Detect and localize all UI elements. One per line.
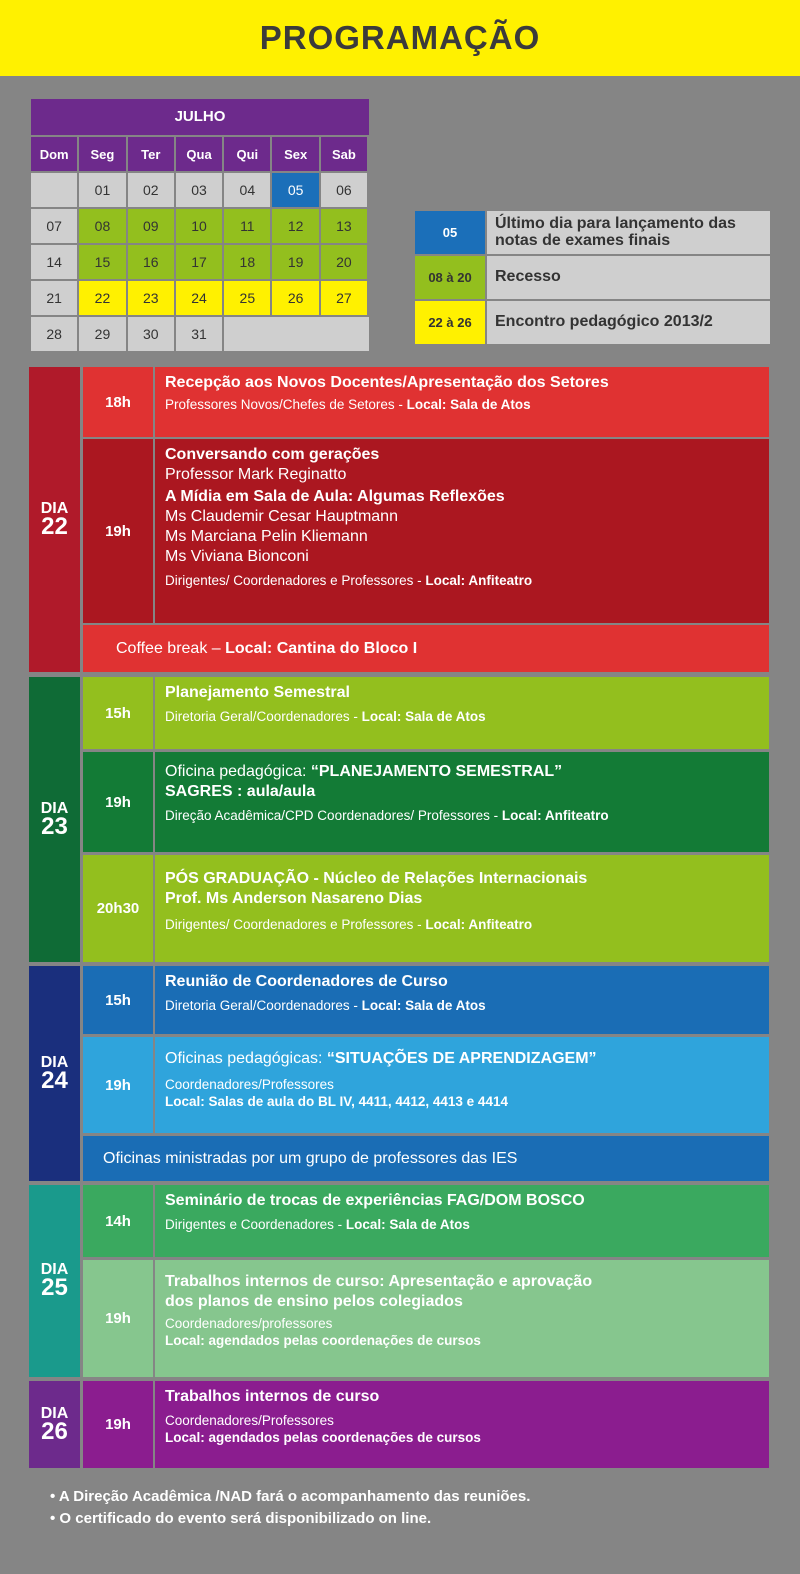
- calendar-day: 19: [272, 245, 318, 279]
- event-participants: [165, 998, 759, 1015]
- speaker-name: Ms Viviana Bionconi: [165, 548, 309, 565]
- event-time: 18h: [83, 367, 153, 437]
- event-local: Local: Anfiteatro: [425, 917, 533, 932]
- note-item: • A Direção Acadêmica /NAD fará o acompanhamento das reuniões.: [50, 1488, 531, 1505]
- calendar-day: 26: [272, 281, 318, 315]
- weekday: Sab: [321, 137, 367, 171]
- event-time: 14h: [83, 1185, 153, 1257]
- event-time: 15h: [83, 677, 153, 749]
- day-label: [29, 1185, 80, 1377]
- event-time: 19h: [83, 1037, 153, 1133]
- weekday: Qua: [176, 137, 222, 171]
- calendar-day: 07: [31, 209, 77, 243]
- calendar-month: JULHO: [31, 99, 369, 135]
- event-title: Prof. Ms Anderson Nasareno Dias: [165, 890, 423, 907]
- day-block-22: [29, 367, 769, 672]
- legend-key: 05: [415, 211, 485, 254]
- header-banner: [0, 0, 800, 76]
- calendar-day: 24: [176, 281, 222, 315]
- event-row: [83, 1260, 769, 1377]
- event-local: Local: Salas de aula do BL IV, 4411, 4412, 4413 e 4414: [165, 1093, 508, 1109]
- event-participants: [165, 808, 759, 825]
- calendar-day: 18: [224, 245, 270, 279]
- day-block-24: [29, 966, 769, 1181]
- event-title: Conversando com gerações: [165, 446, 380, 463]
- event-row: [83, 855, 769, 962]
- event-title: dos planos de ensino pelos colegiados: [165, 1293, 463, 1310]
- event-participants: [165, 397, 759, 414]
- event-details: [155, 1185, 769, 1257]
- calendar-day: 01: [79, 173, 125, 207]
- event-local: Local: agendados pelas coordenações de cursos: [165, 1332, 481, 1348]
- calendar-day: 06: [321, 173, 367, 207]
- event-title: “SITUAÇÕES DE APRENDIZAGEM”: [326, 1050, 597, 1067]
- event-row: [83, 367, 769, 437]
- calendar-empty: [224, 317, 369, 351]
- legend-key: 08 à 20: [415, 256, 485, 299]
- event-local: Local: Cantina do Bloco I: [225, 639, 418, 657]
- speaker-name: Ms Marciana Pelin Kliemann: [165, 528, 368, 545]
- calendar-day: 14: [31, 245, 77, 279]
- event-audience: Dirigentes e Coordenadores -: [165, 1217, 346, 1232]
- calendar-day: 15: [79, 245, 125, 279]
- event-title-line: [165, 1049, 759, 1069]
- event-details: [155, 677, 769, 749]
- calendar-day: 03: [176, 173, 222, 207]
- calendar-day: 11: [224, 209, 270, 243]
- event-title: Trabalhos internos de curso: [165, 1388, 380, 1405]
- day-word: DIA: [40, 799, 69, 817]
- calendar-week: [31, 209, 369, 243]
- day-block-23: [29, 677, 769, 962]
- event-title-prefix: Oficinas pedagógicas:: [165, 1050, 327, 1067]
- calendar-day: [31, 173, 77, 207]
- event-participants: [165, 917, 759, 934]
- weekday: Seg: [79, 137, 125, 171]
- calendar-weekdays: [31, 137, 369, 171]
- calendar-day: 08: [79, 209, 125, 243]
- event-participants: [165, 573, 759, 590]
- page-title: PROGRAMAÇÃO: [259, 19, 541, 56]
- calendar-day: 25: [224, 281, 270, 315]
- legend-label: Encontro pedagógico 2013/2: [487, 301, 770, 344]
- event-details: [155, 439, 769, 623]
- event-row: [83, 1185, 769, 1257]
- event-details: [155, 966, 769, 1034]
- event-local: Local: Sala de Atos: [406, 397, 531, 412]
- calendar: [31, 99, 369, 353]
- event-title: Planejamento Semestral: [165, 684, 350, 701]
- legend-label: Recesso: [487, 256, 770, 299]
- weekday: Sex: [272, 137, 318, 171]
- event-audience: Diretoria Geral/Coordenadores -: [165, 709, 362, 724]
- event-audience: Coordenadores/Professores: [165, 1413, 334, 1428]
- event-audience: Dirigentes/ Coordenadores e Professores -: [165, 573, 426, 588]
- event-participants: [165, 709, 759, 726]
- event-title: Recepção aos Novos Docentes/Apresentação dos Setores: [165, 374, 609, 391]
- day-label: [29, 677, 80, 962]
- day-number: 26: [41, 1417, 68, 1445]
- day-word: DIA: [40, 1053, 69, 1071]
- speaker-name: Professor Mark Reginatto: [165, 466, 347, 483]
- calendar-legend: [415, 211, 770, 346]
- day-block-26: [29, 1381, 769, 1468]
- event-title: A Mídia em Sala de Aula: Algumas Reflexões: [165, 488, 505, 505]
- event-audience: Coordenadores/Professores: [165, 1077, 334, 1092]
- day-word: DIA: [40, 1404, 69, 1422]
- weekday: Dom: [31, 137, 77, 171]
- event-local: Local: Sala de Atos: [361, 709, 486, 724]
- calendar-day: 17: [176, 245, 222, 279]
- event-audience: Professores Novos/Chefes de Setores -: [165, 397, 407, 412]
- legend-key: 22 à 26: [415, 301, 485, 344]
- event-participants: [165, 1217, 759, 1234]
- event-details: [155, 1260, 769, 1377]
- coffee-break-text: Coffee break –: [116, 639, 221, 657]
- calendar-day: 28: [31, 317, 77, 351]
- calendar-day: 22: [79, 281, 125, 315]
- event-details: [155, 1381, 769, 1468]
- day-label: [29, 966, 80, 1181]
- calendar-day: 09: [128, 209, 174, 243]
- workshop-note-row: Oficinas ministradas por um grupo de professores das IES: [83, 1136, 769, 1181]
- calendar-day: 12: [272, 209, 318, 243]
- legend-item: [415, 211, 770, 254]
- day-block-25: [29, 1185, 769, 1377]
- event-local: Local: Anfiteatro: [501, 808, 609, 823]
- event-title: “PLANEJAMENTO SEMESTRAL”: [310, 763, 563, 780]
- event-time: 20h30: [83, 855, 153, 962]
- event-details: [155, 752, 769, 852]
- day-label: [29, 367, 80, 672]
- day-word: DIA: [40, 1261, 69, 1278]
- event-time: 19h: [83, 752, 153, 852]
- calendar-day: 02: [128, 173, 174, 207]
- calendar-day: 27: [321, 281, 367, 315]
- event-audience: Dirigentes/ Coordenadores e Professores -: [165, 917, 426, 932]
- event-row: [83, 439, 769, 623]
- event-title: PÓS GRADUAÇÃO - Núcleo de Relações Internacionais: [165, 870, 588, 887]
- day-number: 25: [41, 1274, 68, 1302]
- calendar-day: 29: [79, 317, 125, 351]
- event-title: Reunião de Coordenadores de Curso: [165, 973, 448, 990]
- calendar-day: 21: [31, 281, 77, 315]
- event-details: [155, 855, 769, 962]
- event-row: [83, 1037, 769, 1133]
- event-time: 19h: [83, 439, 153, 623]
- coffee-break-row: [83, 625, 769, 672]
- event-time: 19h: [83, 1381, 153, 1468]
- event-title-line: [165, 762, 759, 782]
- calendar-day: 16: [128, 245, 174, 279]
- calendar-day: 30: [128, 317, 174, 351]
- event-title: Seminário de trocas de experiências FAG/DOM BOSCO: [165, 1192, 585, 1209]
- calendar-week: [31, 317, 369, 351]
- event-title-prefix: Oficina pedagógica:: [165, 763, 311, 780]
- calendar-day: 31: [176, 317, 222, 351]
- event-row: [83, 677, 769, 749]
- day-number: 23: [41, 812, 68, 840]
- event-row: [83, 1381, 769, 1468]
- event-local: Local: Sala de Atos: [361, 998, 486, 1013]
- legend-item: [415, 256, 770, 299]
- event-local: Local: Sala de Atos: [345, 1217, 470, 1232]
- legend-item: [415, 301, 770, 344]
- day-label: [29, 1381, 80, 1468]
- day-number: 22: [41, 512, 68, 540]
- event-row: [83, 752, 769, 852]
- footer-notes: [50, 1486, 530, 1530]
- legend-label: Último dia para lançamento das notas de exames finais: [487, 211, 770, 254]
- event-time: 15h: [83, 966, 153, 1034]
- day-word: DIA: [40, 499, 69, 517]
- event-local: Local: Anfiteatro: [425, 573, 533, 588]
- weekday: Ter: [128, 137, 174, 171]
- calendar-day: 13: [321, 209, 367, 243]
- calendar-week: [31, 245, 369, 279]
- event-details: [155, 1037, 769, 1133]
- calendar-week: [31, 281, 369, 315]
- event-row: [83, 966, 769, 1034]
- calendar-day: 10: [176, 209, 222, 243]
- calendar-day: 05: [272, 173, 318, 207]
- weekday: Qui: [224, 137, 270, 171]
- event-audience: Coordenadores/professores: [165, 1316, 333, 1331]
- event-details: [155, 367, 769, 437]
- note-item: • O certificado do evento será disponibilizado on line.: [50, 1509, 432, 1527]
- event-audience: Direção Acadêmica/CPD Coordenadores/ Professores -: [165, 808, 502, 823]
- event-local: Local: agendados pelas coordenações de cursos: [165, 1429, 481, 1445]
- event-title: Trabalhos internos de curso: Apresentação e aprovação: [165, 1273, 593, 1290]
- calendar-day: 23: [128, 281, 174, 315]
- event-time: 19h: [83, 1260, 153, 1377]
- event-title: SAGRES : aula/aula: [165, 783, 316, 800]
- event-audience: Diretoria Geral/Coordenadores -: [165, 998, 362, 1013]
- speaker-name: Ms Claudemir Cesar Hauptmann: [165, 508, 398, 525]
- calendar-week: [31, 173, 369, 207]
- calendar-day: 20: [321, 245, 367, 279]
- day-number: 24: [41, 1066, 68, 1094]
- calendar-day: 04: [224, 173, 270, 207]
